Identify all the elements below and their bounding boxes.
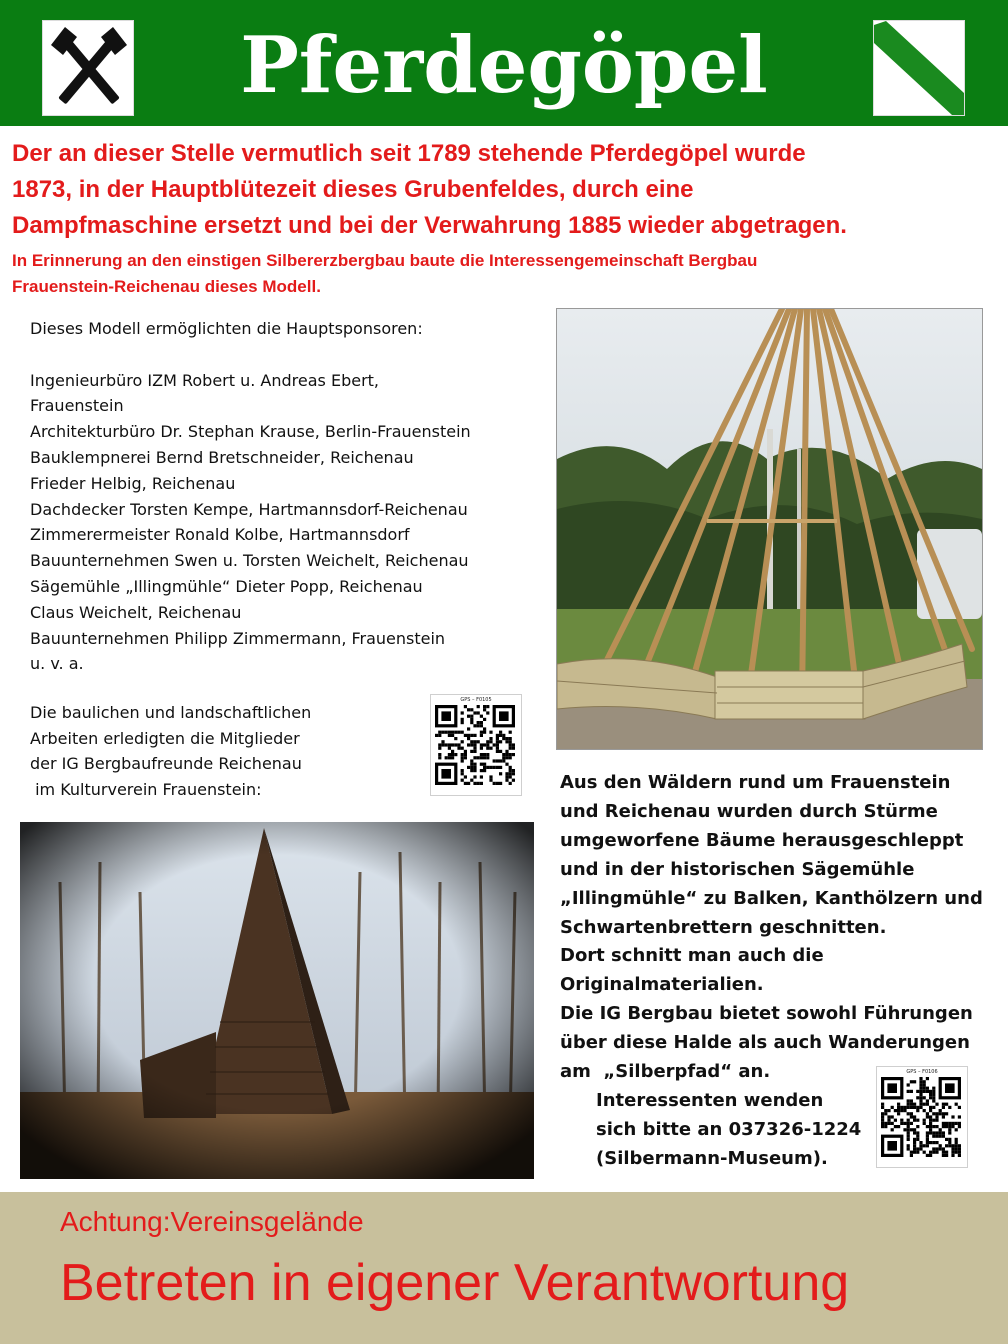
description-line: umgeworfene Bäume herausgeschleppt bbox=[560, 829, 964, 851]
qr-caption: GPS – F0106 bbox=[906, 1069, 938, 1075]
sponsor-line: Ingenieurbüro IZM Robert u. Andreas Ebert, bbox=[30, 370, 379, 390]
description-line: Dort schnitt man auch die bbox=[560, 945, 824, 967]
works-line: Die baulichen und landschaftlichen bbox=[30, 703, 312, 722]
intro-line: Dampfmaschine ersetzt und bei der Verwahrung 1885 wieder abgetragen. bbox=[12, 212, 847, 239]
contact-line: (Silbermann-Museum). bbox=[596, 1147, 828, 1169]
sponsor-line: Bauklempnerei Bernd Bretschneider, Reichenau bbox=[30, 447, 414, 467]
sponsors-heading: Dieses Modell ermöglichten die Hauptsponsoren: bbox=[30, 319, 423, 338]
works-line: der IG Bergbaufreunde Reichenau bbox=[30, 754, 302, 773]
description-line: Aus den Wäldern rund um Frauenstein bbox=[560, 772, 951, 793]
sponsor-line: Frieder Helbig, Reichenau bbox=[30, 473, 236, 493]
sponsor-line: Bauunternehmen Swen u. Torsten Weichelt, Reichenau bbox=[30, 551, 469, 571]
qr-code-1[interactable] bbox=[430, 694, 522, 796]
notice-text: Achtung:Vereinsgelände bbox=[60, 1206, 364, 1237]
description-line: über diese Halde als auch Wanderungen bbox=[560, 1032, 970, 1054]
sponsor-line: Dachdecker Torsten Kempe, Hartmannsdorf-Reichenau bbox=[30, 499, 468, 519]
hammer-and-pick-icon bbox=[43, 21, 133, 115]
intro-small-line: Frauenstein-Reichenau dieses Modell. bbox=[12, 277, 321, 296]
intro-paragraph bbox=[12, 136, 997, 244]
sponsor-line: Claus Weichelt, Reichenau bbox=[30, 602, 242, 622]
description-line: Die IG Bergbau bietet sowohl Führungen bbox=[560, 1003, 973, 1025]
contact-line: Interessenten wenden bbox=[596, 1089, 824, 1111]
works-line: im Kulturverein Frauenstein: bbox=[30, 779, 262, 799]
qr-caption: GPS – F0105 bbox=[460, 697, 492, 703]
photo-finished-pferdegoepel-model bbox=[20, 822, 534, 1179]
description-line: und Reichenau wurden durch Stürme bbox=[560, 800, 938, 822]
intro-line: Der an dieser Stelle vermutlich seit 1789 stehende Pferdegöpel wurde bbox=[12, 140, 806, 167]
warning-text: Betreten in eigener Verantwortung bbox=[60, 1254, 850, 1312]
saxony-flag bbox=[873, 20, 965, 116]
intro-small-line: In Erinnerung an den einstigen Silbererzbergbau baute die Interessengemeinschaft Bergbau bbox=[12, 251, 758, 270]
header-banner bbox=[0, 0, 1008, 126]
description-line: „Illingmühle“ zu Balken, Kanthölzern und bbox=[560, 887, 983, 909]
description-line: am „Silberpfad“ an. bbox=[560, 1061, 771, 1083]
mining-logo bbox=[42, 20, 134, 116]
description-line: und in der historischen Sägemühle bbox=[560, 858, 915, 880]
description-line: Schwartenbrettern geschnitten. bbox=[560, 916, 887, 938]
sponsors-list bbox=[30, 316, 540, 677]
works-paragraph bbox=[30, 700, 370, 802]
sponsor-line: Zimmerermeister Ronald Kolbe, Hartmannsdorf bbox=[30, 525, 410, 545]
intro-subparagraph bbox=[12, 248, 997, 300]
works-line: Arbeiten erledigten die Mitglieder bbox=[30, 728, 300, 748]
qr-code-icon bbox=[881, 1077, 963, 1161]
sponsor-line: Bauunternehmen Philipp Zimmermann, Frauenstein bbox=[30, 628, 446, 648]
sponsor-line: u. v. a. bbox=[30, 654, 84, 674]
sponsor-line: Architekturbüro Dr. Stephan Krause, Berlin-Frauenstein bbox=[30, 422, 471, 442]
sponsor-line: Frauenstein bbox=[30, 396, 124, 416]
intro-line: 1873, in der Hauptblütezeit dieses Grubenfeldes, durch eine bbox=[12, 176, 694, 203]
contact-line: sich bitte an 037326-1224 bbox=[596, 1118, 862, 1140]
qr-code-2[interactable] bbox=[876, 1066, 968, 1168]
description-line: Originalmaterialien. bbox=[560, 974, 764, 996]
saxony-flag-icon bbox=[874, 21, 964, 115]
photo-wooden-frame-construction bbox=[556, 308, 983, 750]
page-title: Pferdegöpel bbox=[240, 20, 768, 111]
sponsor-line: Sägemühle „Illingmühle“ Dieter Popp, Reichenau bbox=[30, 576, 423, 596]
qr-code-icon bbox=[435, 705, 517, 789]
